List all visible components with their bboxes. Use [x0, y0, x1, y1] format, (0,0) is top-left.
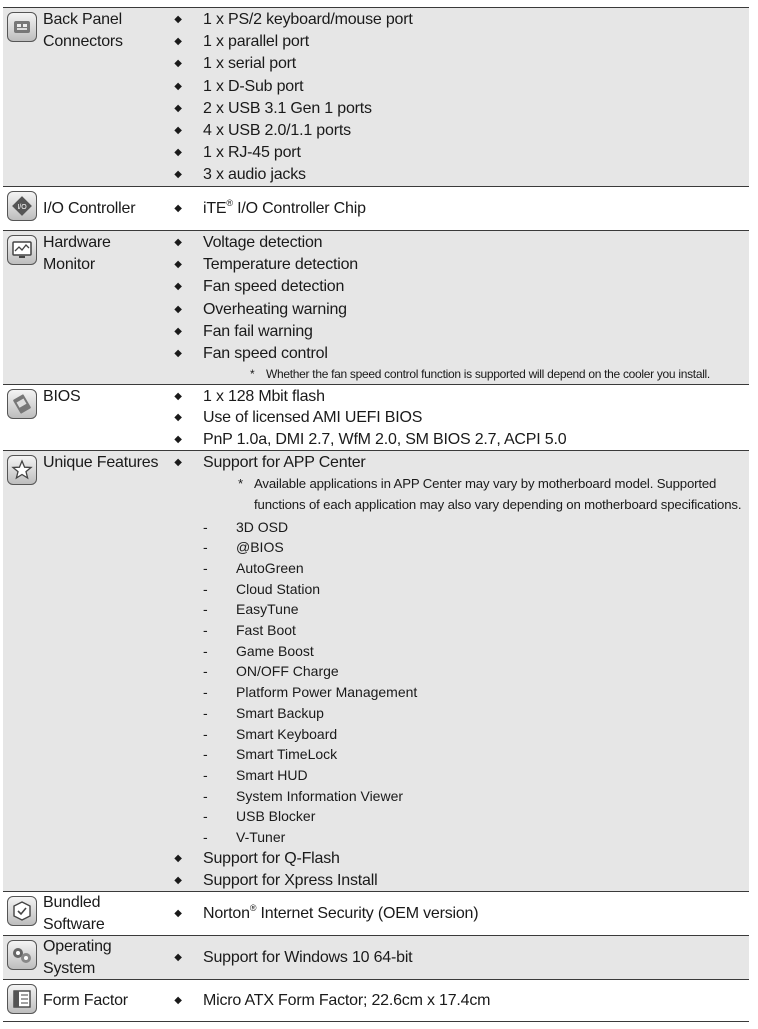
section-label: Form Factor	[43, 992, 128, 1009]
row-form-factor: Form Factor ◆ Micro ATX Form Factor; 22.6cm x 17.4cm	[3, 979, 749, 1022]
row-io-controller: I/O I/O Controller ◆ iTE® I/O Controller Chip	[3, 186, 749, 230]
monitor-icon	[7, 235, 37, 265]
section-label: Bundled Software	[43, 894, 105, 933]
bios-chip-icon	[7, 389, 37, 419]
spec-table	[3, 7, 749, 1022]
section-label: BIOS	[43, 388, 81, 405]
section-label: Back Panel Connectors	[43, 11, 123, 50]
board-icon	[7, 984, 37, 1014]
row-bios: BIOS ◆ 1 x 128 Mbit flash ◆ Use of licensed AMI UEFI BIOS ◆ PnP 1.0a, DMI 2.7, WfM 2.0, SM BIOS 2.7, ACPI 5.0	[3, 384, 749, 450]
svg-text:I/O: I/O	[17, 204, 27, 211]
io-chip-icon	[7, 191, 37, 221]
row-back-panel: Back Panel Connectors ◆ 1 x PS/2 keyboard/mouse port ◆ 1 x parallel port ◆ 1 x serial port ◆ 1 x D-Sub port ◆ 2 x USB 3.1 Gen 1 ports ◆ 4 x USB 2.0/1.1 ports ◆ 1 x RJ-45 port ◆ 3 x audio jacks	[3, 7, 749, 186]
software-box-icon	[7, 896, 37, 926]
row-hardware-monitor: Hardware Monitor ◆ Voltage detection ◆ Temperature detection ◆ Fan speed detection ◆ Overheating warning ◆ Fan fail warning ◆ Fan speed control * Whether the fan speed control function is supported will depend on the cooler you install.	[3, 230, 749, 384]
section-label: Hardware Monitor	[43, 234, 111, 273]
row-bundled-software: Bundled Software ◆ Norton® Internet Security (OEM version)	[3, 891, 749, 935]
section-label: I/O Controller	[43, 200, 136, 217]
connector-icon	[7, 12, 37, 42]
gears-icon	[7, 940, 37, 970]
section-label: Unique Features	[43, 454, 159, 471]
star-icon	[7, 455, 37, 485]
row-unique-features: Unique Features ◆ Support for APP Center * Available applications in APP Center may vary by motherboard model. Supported functions of each application may also vary depending on motherboard specifications. - 3D OSD - @BIOS - AutoGreen - Cloud Station - EasyTune - Fast Boot - Game Boost - ON/OFF Charge - Platform Power Management - Smart Backup - Smart Keyboard - Smart TimeLock - Smart HUD - System Information Viewer - USB Blocker - V-Tuner ◆ Support for Q-Flash ◆ Support for Xpress Install	[3, 450, 749, 891]
row-operating-system: Operating System ◆ Support for Windows 10 64-bit	[3, 935, 749, 979]
section-label: Operating System	[43, 938, 112, 977]
